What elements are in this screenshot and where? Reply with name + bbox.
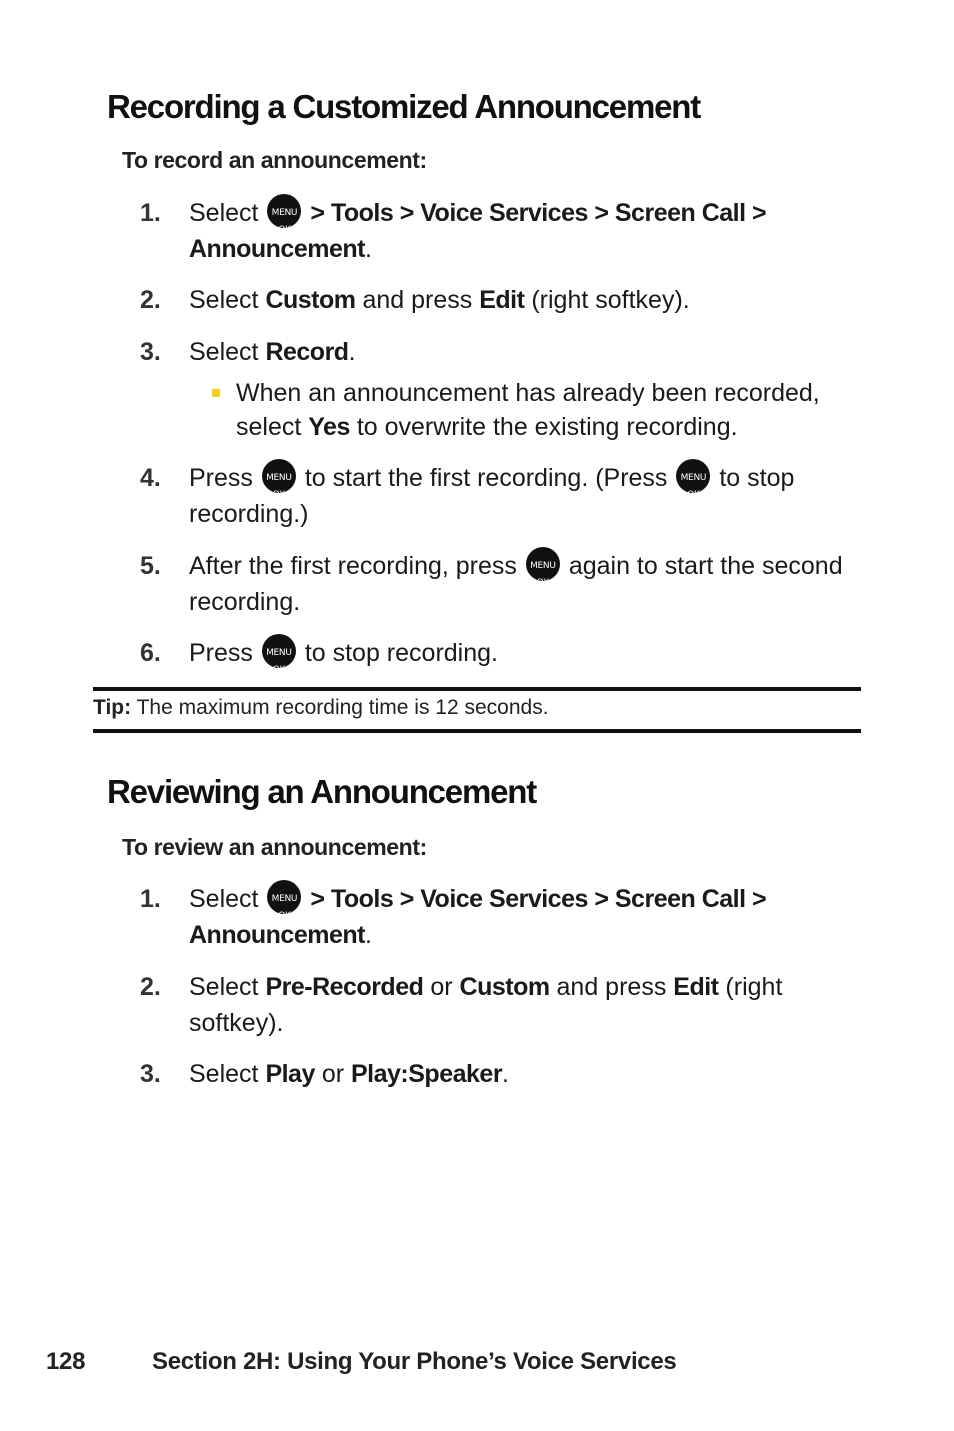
section-label: Section 2H: Using Your Phone’s Voice Services <box>152 1348 677 1375</box>
section-title-recording: Recording a Customized Announcement <box>107 88 700 125</box>
record-step-6: 6. Press MENU OK to stop recording. <box>140 635 870 671</box>
record-step-1: 1. Select MENU OK > Tools > Voice Services > Screen Call > Announcement. <box>140 195 870 267</box>
record-step-3: 3. Select Record. <box>140 338 356 366</box>
menu-ok-icon: MENU OK <box>676 459 710 493</box>
page-number: 128 <box>46 1348 86 1375</box>
tip-box <box>93 687 861 733</box>
intro-record: To record an announcement: <box>122 147 427 173</box>
section-title-reviewing: Reviewing an Announcement <box>107 773 537 810</box>
record-step-2: 2. Select Custom and press Edit (right softkey). <box>140 286 690 314</box>
record-step-3-note: When an announcement has already been recorded, select Yes to overwrite the existing recording. <box>212 376 872 444</box>
tip-text: Tip: The maximum recording time is 12 seconds. <box>93 696 549 719</box>
page-footer <box>46 1348 676 1376</box>
record-step-4: 4. Press MENU OK to start the first recording. (Press MENU OK to stop recording.) <box>140 460 870 532</box>
record-step-5: 5. After the first recording, press MENU OK again to start the second recording. <box>140 548 870 620</box>
bullet-square-icon <box>212 389 220 397</box>
review-step-3: 3. Select Play or Play:Speaker. <box>140 1060 509 1088</box>
menu-ok-icon: MENU OK <box>267 880 301 914</box>
menu-ok-icon: MENU OK <box>262 459 296 493</box>
intro-review: To review an announcement: <box>122 834 427 860</box>
menu-ok-icon: MENU OK <box>526 547 560 581</box>
menu-ok-icon: MENU OK <box>262 634 296 668</box>
review-step-2: 2. Select Pre-Recorded or Custom and press Edit (right softkey). <box>140 973 783 1037</box>
review-step-1: 1. Select MENU OK > Tools > Voice Services > Screen Call > Announcement. <box>140 881 870 953</box>
menu-ok-icon: MENU OK <box>267 194 301 228</box>
